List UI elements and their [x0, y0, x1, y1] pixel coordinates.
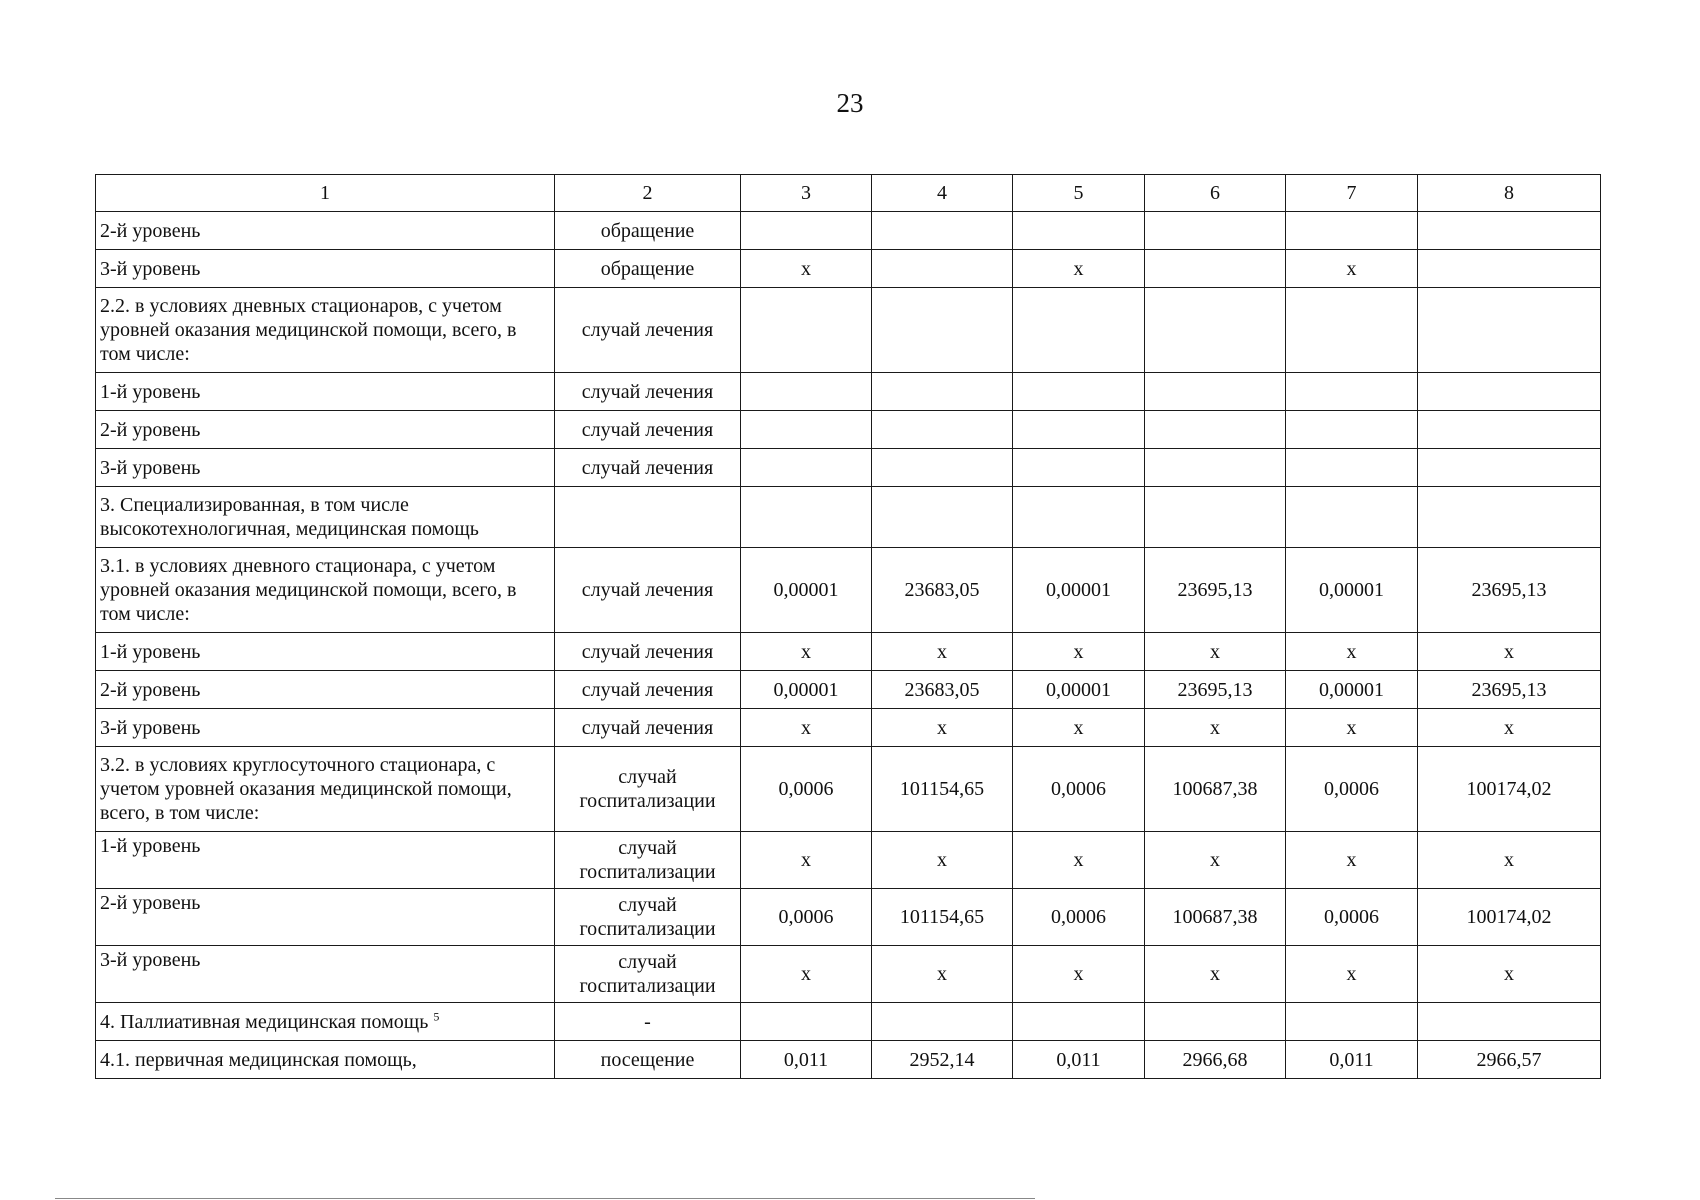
- value-cell: х: [1013, 946, 1145, 1003]
- value-cell: 101154,65: [872, 747, 1013, 832]
- value-cell: х: [1013, 633, 1145, 671]
- value-cell: 100687,38: [1145, 889, 1286, 946]
- value-cell: 0,00001: [741, 671, 872, 709]
- value-cell: [1013, 1003, 1145, 1041]
- table-row: [96, 1003, 1601, 1041]
- value-cell: [1286, 212, 1418, 250]
- table-row: [96, 250, 1601, 288]
- value-cell: х: [1013, 250, 1145, 288]
- value-cell: [1145, 212, 1286, 250]
- row-label: 3-й уровень: [96, 449, 555, 487]
- value-cell: х: [1145, 946, 1286, 1003]
- value-cell: х: [1286, 832, 1418, 889]
- table-row: [96, 633, 1601, 671]
- value-cell: [1418, 212, 1601, 250]
- value-cell: [741, 487, 872, 548]
- unit-cell: случай госпитализации: [555, 889, 741, 946]
- value-cell: 0,0006: [741, 889, 872, 946]
- value-cell: [1145, 250, 1286, 288]
- row-label: 3. Специализированная, в том числе высокотехнологичная, медицинская помощь: [96, 487, 555, 548]
- table-body: [96, 175, 1601, 1079]
- table-row: [96, 548, 1601, 633]
- value-cell: х: [872, 633, 1013, 671]
- value-cell: [1013, 288, 1145, 373]
- value-cell: 0,00001: [741, 548, 872, 633]
- unit-cell: случай лечения: [555, 373, 741, 411]
- row-label: 1-й уровень: [96, 832, 555, 889]
- value-cell: 0,00001: [1286, 671, 1418, 709]
- unit-cell: обращение: [555, 250, 741, 288]
- value-cell: [872, 288, 1013, 373]
- value-cell: [1286, 411, 1418, 449]
- value-cell: [741, 449, 872, 487]
- header-cell: 4: [872, 175, 1013, 212]
- value-cell: [1145, 1003, 1286, 1041]
- unit-cell: случай госпитализации: [555, 946, 741, 1003]
- unit-cell: случай лечения: [555, 671, 741, 709]
- value-cell: х: [1418, 709, 1601, 747]
- value-cell: х: [741, 709, 872, 747]
- row-label: 3-й уровень: [96, 946, 555, 1003]
- value-cell: х: [741, 633, 872, 671]
- value-cell: [1418, 411, 1601, 449]
- value-cell: 23695,13: [1418, 671, 1601, 709]
- scan-edge-line: [55, 1198, 1035, 1199]
- table-row: [96, 373, 1601, 411]
- value-cell: х: [872, 832, 1013, 889]
- value-cell: х: [1418, 633, 1601, 671]
- unit-cell: случай лечения: [555, 633, 741, 671]
- value-cell: [741, 411, 872, 449]
- unit-cell: случай госпитализации: [555, 832, 741, 889]
- value-cell: 0,00001: [1286, 548, 1418, 633]
- value-cell: [741, 373, 872, 411]
- data-table: [95, 174, 1601, 1079]
- value-cell: [1286, 487, 1418, 548]
- value-cell: [872, 1003, 1013, 1041]
- header-cell: 5: [1013, 175, 1145, 212]
- table-row: [96, 946, 1601, 1003]
- value-cell: х: [1013, 832, 1145, 889]
- value-cell: 23695,13: [1145, 548, 1286, 633]
- value-cell: [872, 212, 1013, 250]
- table-row: [96, 671, 1601, 709]
- value-cell: [1145, 411, 1286, 449]
- value-cell: х: [1286, 633, 1418, 671]
- header-cell: 6: [1145, 175, 1286, 212]
- value-cell: 100174,02: [1418, 889, 1601, 946]
- row-label: 4.1. первичная медицинская помощь,: [96, 1041, 555, 1079]
- value-cell: [1286, 288, 1418, 373]
- header-cell: 3: [741, 175, 872, 212]
- value-cell: [872, 487, 1013, 548]
- value-cell: х: [1145, 633, 1286, 671]
- table-row: [96, 747, 1601, 832]
- row-label: 2-й уровень: [96, 411, 555, 449]
- value-cell: 0,011: [1013, 1041, 1145, 1079]
- value-cell: х: [872, 709, 1013, 747]
- value-cell: 0,0006: [1013, 889, 1145, 946]
- value-cell: 2966,57: [1418, 1041, 1601, 1079]
- row-label: 1-й уровень: [96, 373, 555, 411]
- value-cell: х: [1286, 946, 1418, 1003]
- value-cell: [1286, 449, 1418, 487]
- unit-cell: случай госпитализации: [555, 747, 741, 832]
- value-cell: [1013, 373, 1145, 411]
- header-cell: 1: [96, 175, 555, 212]
- value-cell: [1418, 288, 1601, 373]
- unit-cell: случай лечения: [555, 548, 741, 633]
- value-cell: 100174,02: [1418, 747, 1601, 832]
- header-cell: 2: [555, 175, 741, 212]
- row-label: 3.1. в условиях дневного стационара, с учетом уровней оказания медицинской помощи, всего, в том числе:: [96, 548, 555, 633]
- value-cell: [741, 212, 872, 250]
- value-cell: [872, 250, 1013, 288]
- row-label: 3.2. в условиях круглосуточного стационара, с учетом уровней оказания медицинской помощи, всего, в том числе:: [96, 747, 555, 832]
- value-cell: [1013, 449, 1145, 487]
- value-cell: 23695,13: [1145, 671, 1286, 709]
- value-cell: 0,0006: [1286, 889, 1418, 946]
- row-label: 2-й уровень: [96, 889, 555, 946]
- page-number: 23: [836, 88, 864, 118]
- footnote-marker: 5: [433, 1008, 440, 1023]
- row-label-text: 4. Паллиативная медицинская помощь: [100, 1010, 429, 1033]
- value-cell: [1145, 487, 1286, 548]
- value-cell: х: [1418, 832, 1601, 889]
- row-label: 3-й уровень: [96, 709, 555, 747]
- table-row: [96, 212, 1601, 250]
- unit-cell: обращение: [555, 212, 741, 250]
- value-cell: [872, 449, 1013, 487]
- value-cell: х: [741, 250, 872, 288]
- unit-cell: -: [555, 1003, 741, 1041]
- value-cell: 23683,05: [872, 548, 1013, 633]
- header-cell: 8: [1418, 175, 1601, 212]
- value-cell: х: [1286, 709, 1418, 747]
- value-cell: х: [1145, 832, 1286, 889]
- table-row: [96, 709, 1601, 747]
- unit-cell: посещение: [555, 1041, 741, 1079]
- unit-cell: случай лечения: [555, 709, 741, 747]
- table-header-row: [96, 175, 1601, 212]
- value-cell: [1013, 212, 1145, 250]
- value-cell: [1145, 288, 1286, 373]
- value-cell: [1418, 373, 1601, 411]
- value-cell: 101154,65: [872, 889, 1013, 946]
- value-cell: [741, 1003, 872, 1041]
- row-label: 2-й уровень: [96, 671, 555, 709]
- value-cell: х: [1286, 250, 1418, 288]
- value-cell: [1286, 373, 1418, 411]
- value-cell: [1286, 1003, 1418, 1041]
- value-cell: [1418, 449, 1601, 487]
- value-cell: х: [741, 946, 872, 1003]
- value-cell: [1145, 373, 1286, 411]
- value-cell: 0,0006: [741, 747, 872, 832]
- unit-cell: случай лечения: [555, 411, 741, 449]
- value-cell: х: [1013, 709, 1145, 747]
- value-cell: х: [1145, 709, 1286, 747]
- table-row: [96, 449, 1601, 487]
- value-cell: [1013, 487, 1145, 548]
- unit-cell: [555, 487, 741, 548]
- value-cell: [741, 288, 872, 373]
- unit-cell: случай лечения: [555, 449, 741, 487]
- row-label: 3-й уровень: [96, 250, 555, 288]
- value-cell: х: [872, 946, 1013, 1003]
- value-cell: 0,0006: [1013, 747, 1145, 832]
- row-label: [96, 1003, 555, 1041]
- table-row: [96, 487, 1601, 548]
- row-label: 1-й уровень: [96, 633, 555, 671]
- value-cell: 0,011: [1286, 1041, 1418, 1079]
- value-cell: 2966,68: [1145, 1041, 1286, 1079]
- value-cell: х: [1418, 946, 1601, 1003]
- table-row: [96, 832, 1601, 889]
- value-cell: [1013, 411, 1145, 449]
- table-row: [96, 411, 1601, 449]
- table-row: [96, 889, 1601, 946]
- value-cell: 0,0006: [1286, 747, 1418, 832]
- value-cell: [1145, 449, 1286, 487]
- table-row: [96, 1041, 1601, 1079]
- value-cell: х: [741, 832, 872, 889]
- value-cell: 23683,05: [872, 671, 1013, 709]
- value-cell: [872, 373, 1013, 411]
- row-label: 2.2. в условиях дневных стационаров, с учетом уровней оказания медицинской помощи, всего, в том числе:: [96, 288, 555, 373]
- table-row: [96, 288, 1601, 373]
- unit-cell: случай лечения: [555, 288, 741, 373]
- header-cell: 7: [1286, 175, 1418, 212]
- value-cell: 23695,13: [1418, 548, 1601, 633]
- value-cell: [1418, 250, 1601, 288]
- value-cell: 2952,14: [872, 1041, 1013, 1079]
- value-cell: 0,00001: [1013, 671, 1145, 709]
- row-label: 2-й уровень: [96, 212, 555, 250]
- value-cell: [1418, 1003, 1601, 1041]
- value-cell: [1418, 487, 1601, 548]
- value-cell: 0,00001: [1013, 548, 1145, 633]
- value-cell: [872, 411, 1013, 449]
- value-cell: 0,011: [741, 1041, 872, 1079]
- value-cell: 100687,38: [1145, 747, 1286, 832]
